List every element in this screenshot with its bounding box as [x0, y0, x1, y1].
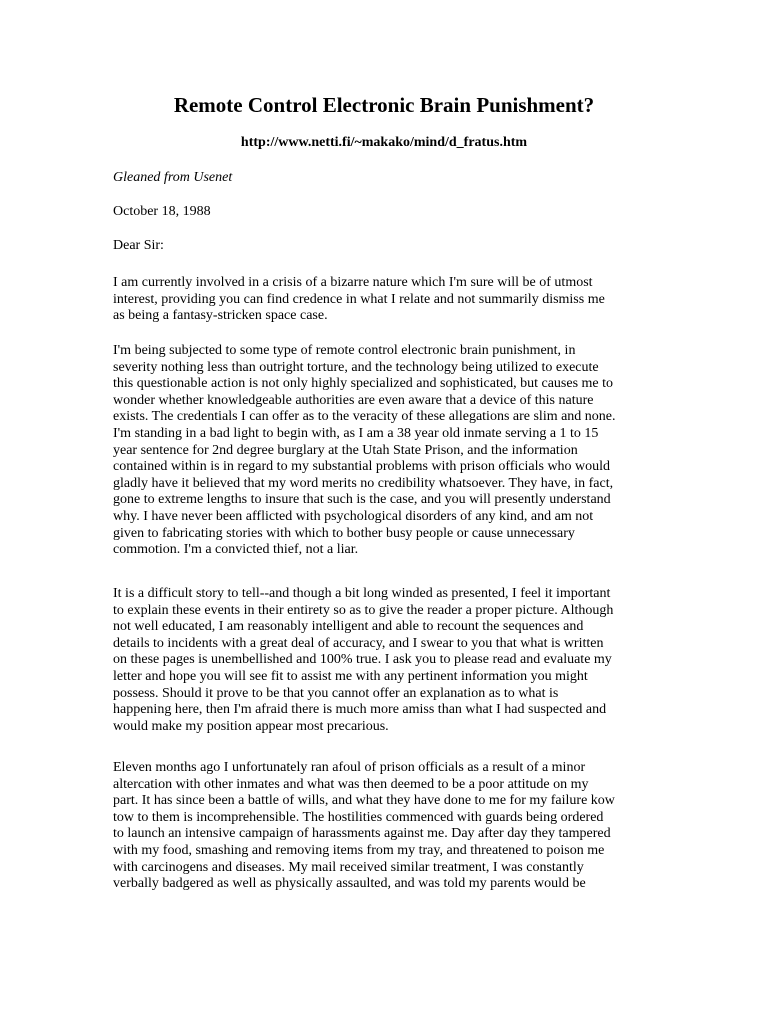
paragraph-line: given to fabricating stories with which to bother busy people or cause unnecessary	[113, 525, 575, 541]
letter-date: October 18, 1988	[113, 204, 211, 219]
paragraph-line: gladly have it believed that my word merits no credibility whatsoever. They have, in fact,	[113, 475, 614, 491]
paragraph-line: Eleven months ago I unfortunately ran afoul of prison officials as a result of a minor	[113, 760, 586, 775]
paragraph-line: commotion. I'm a convicted thief, not a liar.	[113, 542, 359, 558]
paragraph-line: possess. Should it prove to be that you cannot offer an explanation as to what is	[113, 685, 559, 701]
paragraph-line: on these pages is unembellished and 100% true. I ask you to please read and evaluate my	[113, 652, 612, 668]
paragraph-line: gone to extreme lengths to insure that such is the case, and you will presently understand	[113, 492, 611, 508]
paragraph-line: this questionable action is not only highly specialized and sophisticated, but causes me to	[113, 376, 614, 392]
paragraph-4	[113, 760, 635, 893]
paragraph-2	[113, 343, 635, 559]
source-url: http://www.netti.fi/~makako/mind/d_fratus.htm	[240, 135, 528, 150]
paragraph-line: verbally badgered as well as physically assaulted, and was told my parents would be	[113, 876, 586, 892]
source-note: Gleaned from Usenet	[113, 170, 233, 185]
paragraph-line: happening here, then I'm afraid there is much more amiss than what I had suspected and	[113, 702, 607, 718]
paragraph-line: altercation with other inmates and what was then deemed to be a poor attitude on my	[113, 776, 589, 792]
paragraph-line: year sentence for 2nd degree burglary at the Utah State Prison, and the information	[113, 442, 578, 458]
paragraph-3	[113, 586, 635, 735]
paragraph-line: why. I have never been afflicted with psychological disorders of any kind, and am not	[113, 508, 594, 524]
paragraph-1	[113, 275, 635, 325]
page-title: Remote Control Electronic Brain Punishment?	[173, 93, 595, 117]
paragraph-line: details to incidents with a great deal of accuracy, and I swear to you that what is written	[113, 635, 604, 651]
paragraph-line: not well educated, I am reasonably intelligent and able to recount the sequences and	[113, 619, 584, 635]
paragraph-line: with carcinogens and diseases. My mail received similar treatment, I was constantly	[113, 859, 584, 875]
paragraph-line: contained within is in regard to my substantial problems with prison officials who would	[113, 459, 611, 475]
paragraph-line: exists. The credentials I can offer as to the veracity of these allegations are slim and none.	[113, 409, 616, 425]
paragraph-line: severity nothing less than outright torture, and the technology being utilized to execute	[113, 359, 599, 375]
paragraph-line: interest, providing you can find credence in what I relate and not summarily dismiss me	[113, 291, 605, 307]
paragraph-line: would make my position appear most precarious.	[113, 718, 389, 734]
paragraph-line: tow to them is incomprehensible. The hostilities commenced with guards being ordered	[113, 809, 604, 825]
paragraph-line: to launch an intensive campaign of harassments against me. Day after day they tampered	[113, 826, 611, 842]
letter-salutation: Dear Sir:	[113, 238, 164, 253]
paragraph-line: part. It has since been a battle of wills, and what they have done to me for my failure kow	[113, 793, 615, 809]
paragraph-line: to explain these events in their entirety so as to give the reader a proper picture. Although	[113, 602, 614, 618]
paragraph-line: letter and hope you will see fit to assist me with any pertinent information you might	[113, 668, 588, 684]
paragraph-line: It is a difficult story to tell--and though a bit long winded as presented, I feel it important	[113, 586, 611, 601]
paragraph-line: wonder whether knowledgeable authorities are even aware that a device of this nature	[113, 392, 594, 408]
paragraph-line: I am currently involved in a crisis of a bizarre nature which I'm sure will be of utmost	[113, 275, 593, 290]
paragraph-line: I'm being subjected to some type of remote control electronic brain punishment, in	[113, 343, 576, 358]
paragraph-line: I'm standing in a bad light to begin with, as I am a 38 year old inmate serving a 1 to 15	[113, 425, 599, 441]
paragraph-line: with my food, smashing and removing items from my tray, and threatened to poison me	[113, 842, 605, 858]
paragraph-line: as being a fantasy-stricken space case.	[113, 308, 328, 324]
